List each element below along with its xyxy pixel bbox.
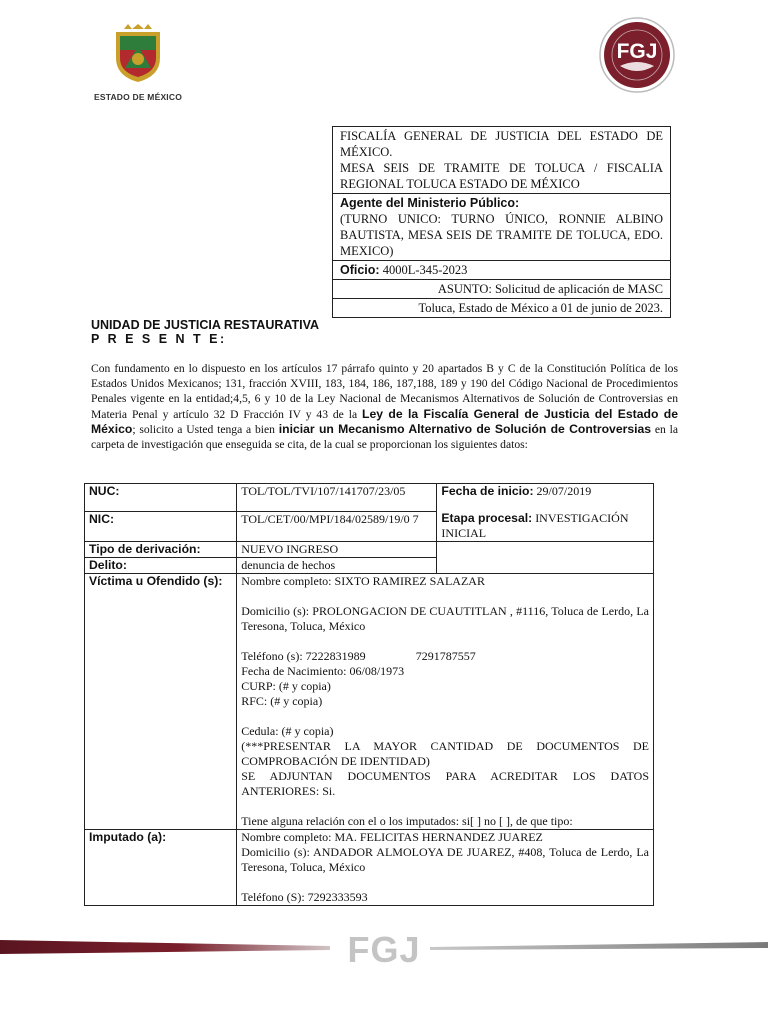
imputado-domicilio: Domicilio (s): ANDADOR ALMOLOYA DE JUAREZ, #408, Toluca de Lerdo, La Teresona, Toluca, México xyxy=(241,845,649,874)
institution-name: FISCALÍA GENERAL DE JUSTICIA DEL ESTADO DE MÉXICO. xyxy=(340,129,663,159)
body-text-2: ; solicito a Usted tenga a bien xyxy=(132,422,275,436)
footer-band xyxy=(0,928,768,972)
agent-block xyxy=(333,194,670,261)
victima-presentar-note: (***PRESENTAR LA MAYOR CANTIDAD DE DOCUMENTOS DE COMPROBACIÓN DE IDENTIDAD) xyxy=(241,739,649,768)
agent-value: (TURNO UNICO: TURNO ÚNICO, RONNIE ALBINO BAUTISTA, MESA SEIS DE TRAMITE DE TOLUCA, EDO. MEXICO) xyxy=(340,212,663,258)
victima-domicilio: Domicilio (s): PROLONGACION DE CUAUTITLAN , #1116, Toluca de Lerdo, La Teresona, Toluca, México xyxy=(241,604,649,633)
fgj-seal-text: FGJ xyxy=(616,40,658,63)
oficio-block xyxy=(333,261,670,280)
victima-relacion: Tiene alguna relación con el o los imputados: si[ ] no [ ], de que tipo: xyxy=(241,814,573,828)
tipo-derivacion-value: NUEVO INGRESO xyxy=(237,542,437,558)
heading-box xyxy=(332,126,671,318)
fecha-inicio-label: Fecha de inicio: xyxy=(441,484,534,498)
table-row xyxy=(85,542,654,558)
etapa-value: INVESTIGACIÓN INICIAL xyxy=(441,511,629,540)
heading-institution-block xyxy=(333,127,670,194)
delito-value: denuncia de hechos xyxy=(237,558,437,574)
presente: P R E S E N T E: xyxy=(91,332,227,346)
place-date: Toluca, Estado de México a 01 de junio de 2023. xyxy=(418,301,663,315)
nic-label: NIC: xyxy=(85,512,237,542)
victima-telefono-line xyxy=(241,649,649,664)
victima-rfc: RFC: (# y copia) xyxy=(241,694,323,708)
imputado-details xyxy=(237,830,654,906)
victima-telefono-1: Teléfono (s): 7222831989 xyxy=(241,649,366,663)
oficio-value: 4000L-345-2023 xyxy=(382,263,468,277)
victima-cedula: Cedula: (# y copia) xyxy=(241,724,334,738)
victima-telefono-2: 7291787557 xyxy=(415,649,476,663)
addressee xyxy=(91,318,319,346)
delito-label: Delito: xyxy=(85,558,237,574)
body-text-3: en la carpeta de investigación que enseguida se cita, de la cual se proporcionan los siguientes datos: xyxy=(91,422,679,452)
unit-name: UNIDAD DE JUSTICIA RESTAURATIVA xyxy=(91,318,320,332)
mesa-name: MESA SEIS DE TRAMITE DE TOLUCA / FISCALIA REGIONAL TOLUCA ESTADO DE MÉXICO xyxy=(340,161,663,191)
victima-details xyxy=(237,574,654,830)
footer-fgj-logo: FGJ xyxy=(347,929,421,970)
table-row xyxy=(85,574,654,830)
victima-label: Víctima u Ofendido (s): xyxy=(85,574,237,830)
asunto: ASUNTO: Solicitud de aplicación de MASC xyxy=(333,280,670,299)
case-data-table xyxy=(84,483,654,906)
table-row xyxy=(85,484,654,512)
victima-adjuntan: SE ADJUNTAN DOCUMENTOS PARA ACREDITAR LOS DATOS ANTERIORES: Si. xyxy=(241,769,649,798)
table-row xyxy=(85,830,654,906)
edomex-name: ESTADO DE MÉXICO xyxy=(93,92,183,102)
blank-cell xyxy=(437,542,654,574)
edomex-crest-icon xyxy=(112,24,164,84)
victima-fecha-nacimiento: Fecha de Nacimiento: 06/08/1973 xyxy=(241,664,405,678)
imputado-telefono: Teléfono (S): 7292333593 xyxy=(241,890,368,904)
victima-curp: CURP: (# y copia) xyxy=(241,679,331,693)
agent-label: Agente del Ministerio Público: xyxy=(340,196,520,210)
body-bold-masc: iniciar un Mecanismo Alternativo de Solución de Controversias xyxy=(278,421,652,436)
tipo-derivacion-label: Tipo de derivación: xyxy=(85,542,237,558)
nic-value: TOL/CET/00/MPI/184/02589/19/0 7 xyxy=(237,512,437,542)
fecha-inicio-value: 29/07/2019 xyxy=(536,484,592,498)
body-paragraph xyxy=(91,361,678,452)
body-text-1: Con fundamento en lo dispuesto en los artículos 17 párrafo quinto y 20 apartados B y C de la Constitución Política de los Estados Unidos Mexicanos; 131, fracción XVIII, 183, 184, 186, 187,188, 189 y 190 del Código Nacional de Procedimientos Penales vigente en la entidad;4,5, 6 y 10 de la Ley Nacional de Mecanismos Alternativos de Solución de Controversias en Materia Penal y artículo 32 D Fracción IV y 43 de la xyxy=(91,362,678,421)
oficio-label: Oficio: xyxy=(340,263,380,277)
fgj-seal-logo xyxy=(598,16,676,94)
fecha-etapa-cell xyxy=(437,484,654,542)
estado-de-mexico-logo xyxy=(92,24,184,104)
nuc-label: NUC: xyxy=(85,484,237,512)
body-bold-law: Ley de la Fiscalía General de Justicia del Estado de México xyxy=(91,406,678,436)
nuc-value: TOL/TOL/TVI/107/141707/23/05 xyxy=(237,484,437,512)
etapa-label: Etapa procesal: xyxy=(441,511,533,525)
imputado-label: Imputado (a): xyxy=(85,830,237,906)
imputado-nombre: Nombre completo: MA. FELICITAS HERNANDEZ JUAREZ xyxy=(241,830,543,844)
victima-nombre: Nombre completo: SIXTO RAMIREZ SALAZAR xyxy=(241,574,485,588)
